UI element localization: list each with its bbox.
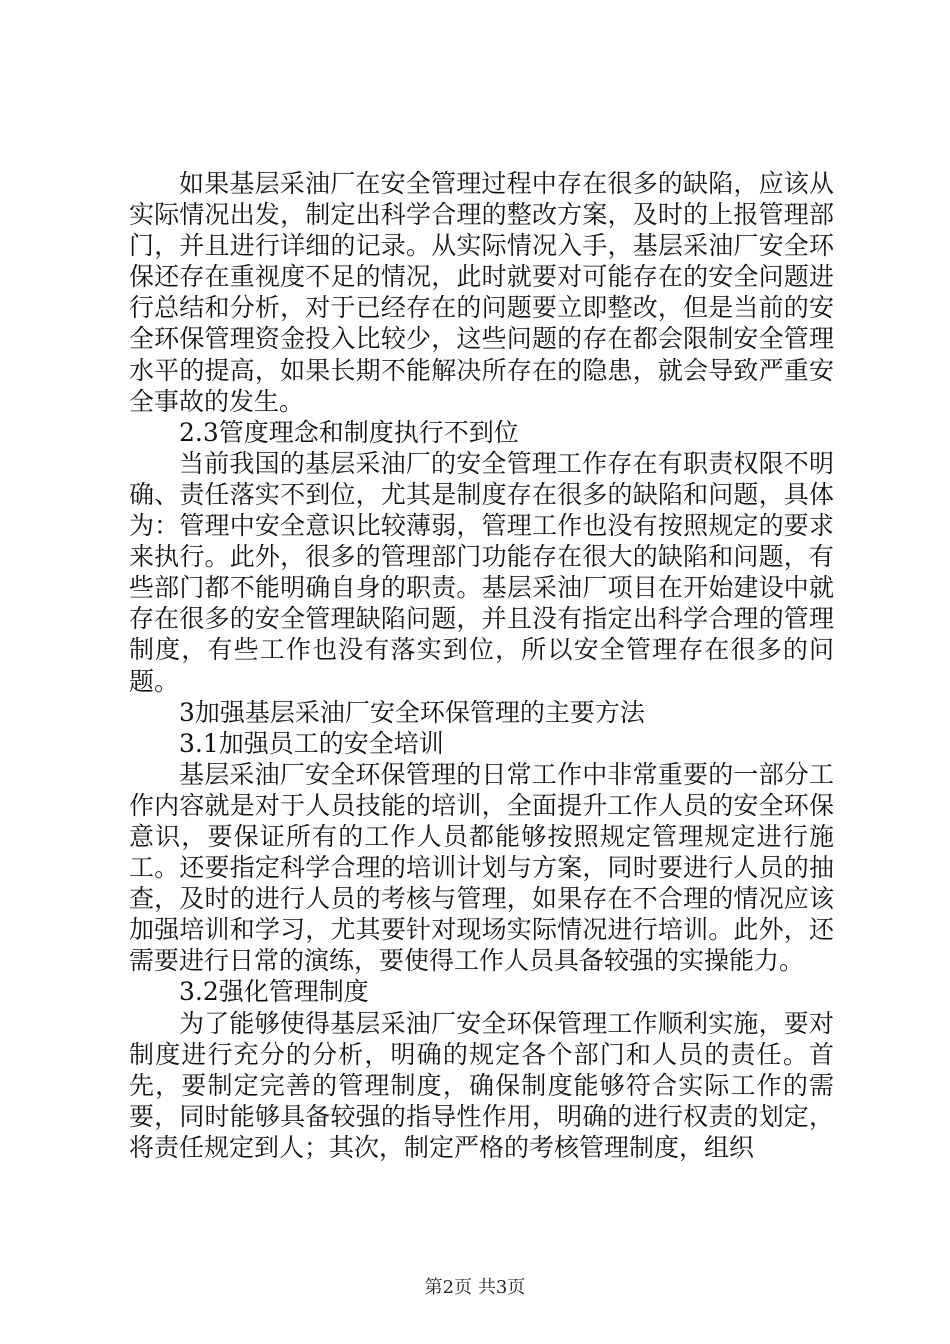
- section-heading-2-3: 2.3管度理念和制度执行不到位: [179, 417, 519, 447]
- section-heading-3: 3加强基层采油厂安全环保管理的主要方法: [179, 697, 645, 727]
- paragraph-management-system: 为了能够使得基层采油厂安全环保管理工作顺利实施，要对制度进行充分的分析，明确的规定各个部门和人员的责任。首先，要制定完善的管理制度，确保制度能够符合实际工作的需要，同时能够具备较强的指导性作用，明确的进行权责的划定，将责任规定到人；其次，制定严格的考核管理制度，组织: [129, 1008, 834, 1162]
- paragraph-management-issues: 当前我国的基层采油厂的安全管理工作存在有职责权限不明确、责任落实不到位，尤其是制度存在很多的缺陷和问题，具体为：管理中安全意识比较薄弱，管理工作也没有按照规定的要求来执行。此外，很多的管理部门功能存在很大的缺陷和问题，有些部门都不能明确自身的职责。基层采油厂项目在开始建设中就存在很多的安全管理缺陷问题，并且没有指定出科学合理的管理制度，有些工作也没有落实到位，所以安全管理存在很多的问题。: [129, 448, 834, 696]
- document-body: [129, 168, 834, 1163]
- paragraph-staff-training: 基层采油厂安全环保管理的日常工作中非常重要的一部分工作内容就是对于人员技能的培训，全面提升工作人员的安全环保意识，要保证所有的工作人员都能够按照规定管理规定进行施工。还要指定科学合理的培训计划与方案，同时要进行人员的抽查，及时的进行人员的考核与管理，如果存在不合理的情况应该加强培训和学习，尤其要针对现场实际情况进行培训。此外，还需要进行日常的演练，要使得工作人员具备较强的实操能力。: [129, 759, 834, 976]
- section-heading-3-2: 3.2强化管理制度: [179, 977, 369, 1007]
- section-heading-3-1: 3.1加强员工的安全培训: [179, 728, 444, 758]
- page-number-footer: 第2页 共3页: [424, 1277, 526, 1298]
- paragraph-safety-defects: 如果基层采油厂在安全管理过程中存在很多的缺陷，应该从实际情况出发，制定出科学合理的整改方案，及时的上报管理部门，并且进行详细的记录。从实际情况入手，基层采油厂安全环保还存在重视度不足的情况，此时就要对可能存在的安全问题进行总结和分析，对于已经存在的问题要立即整改，但是当前的安全环保管理资金投入比较少，这些问题的存在都会限制安全管理水平的提高，如果长期不能解决所存在的隐患，就会导致严重安全事故的发生。: [129, 169, 834, 416]
